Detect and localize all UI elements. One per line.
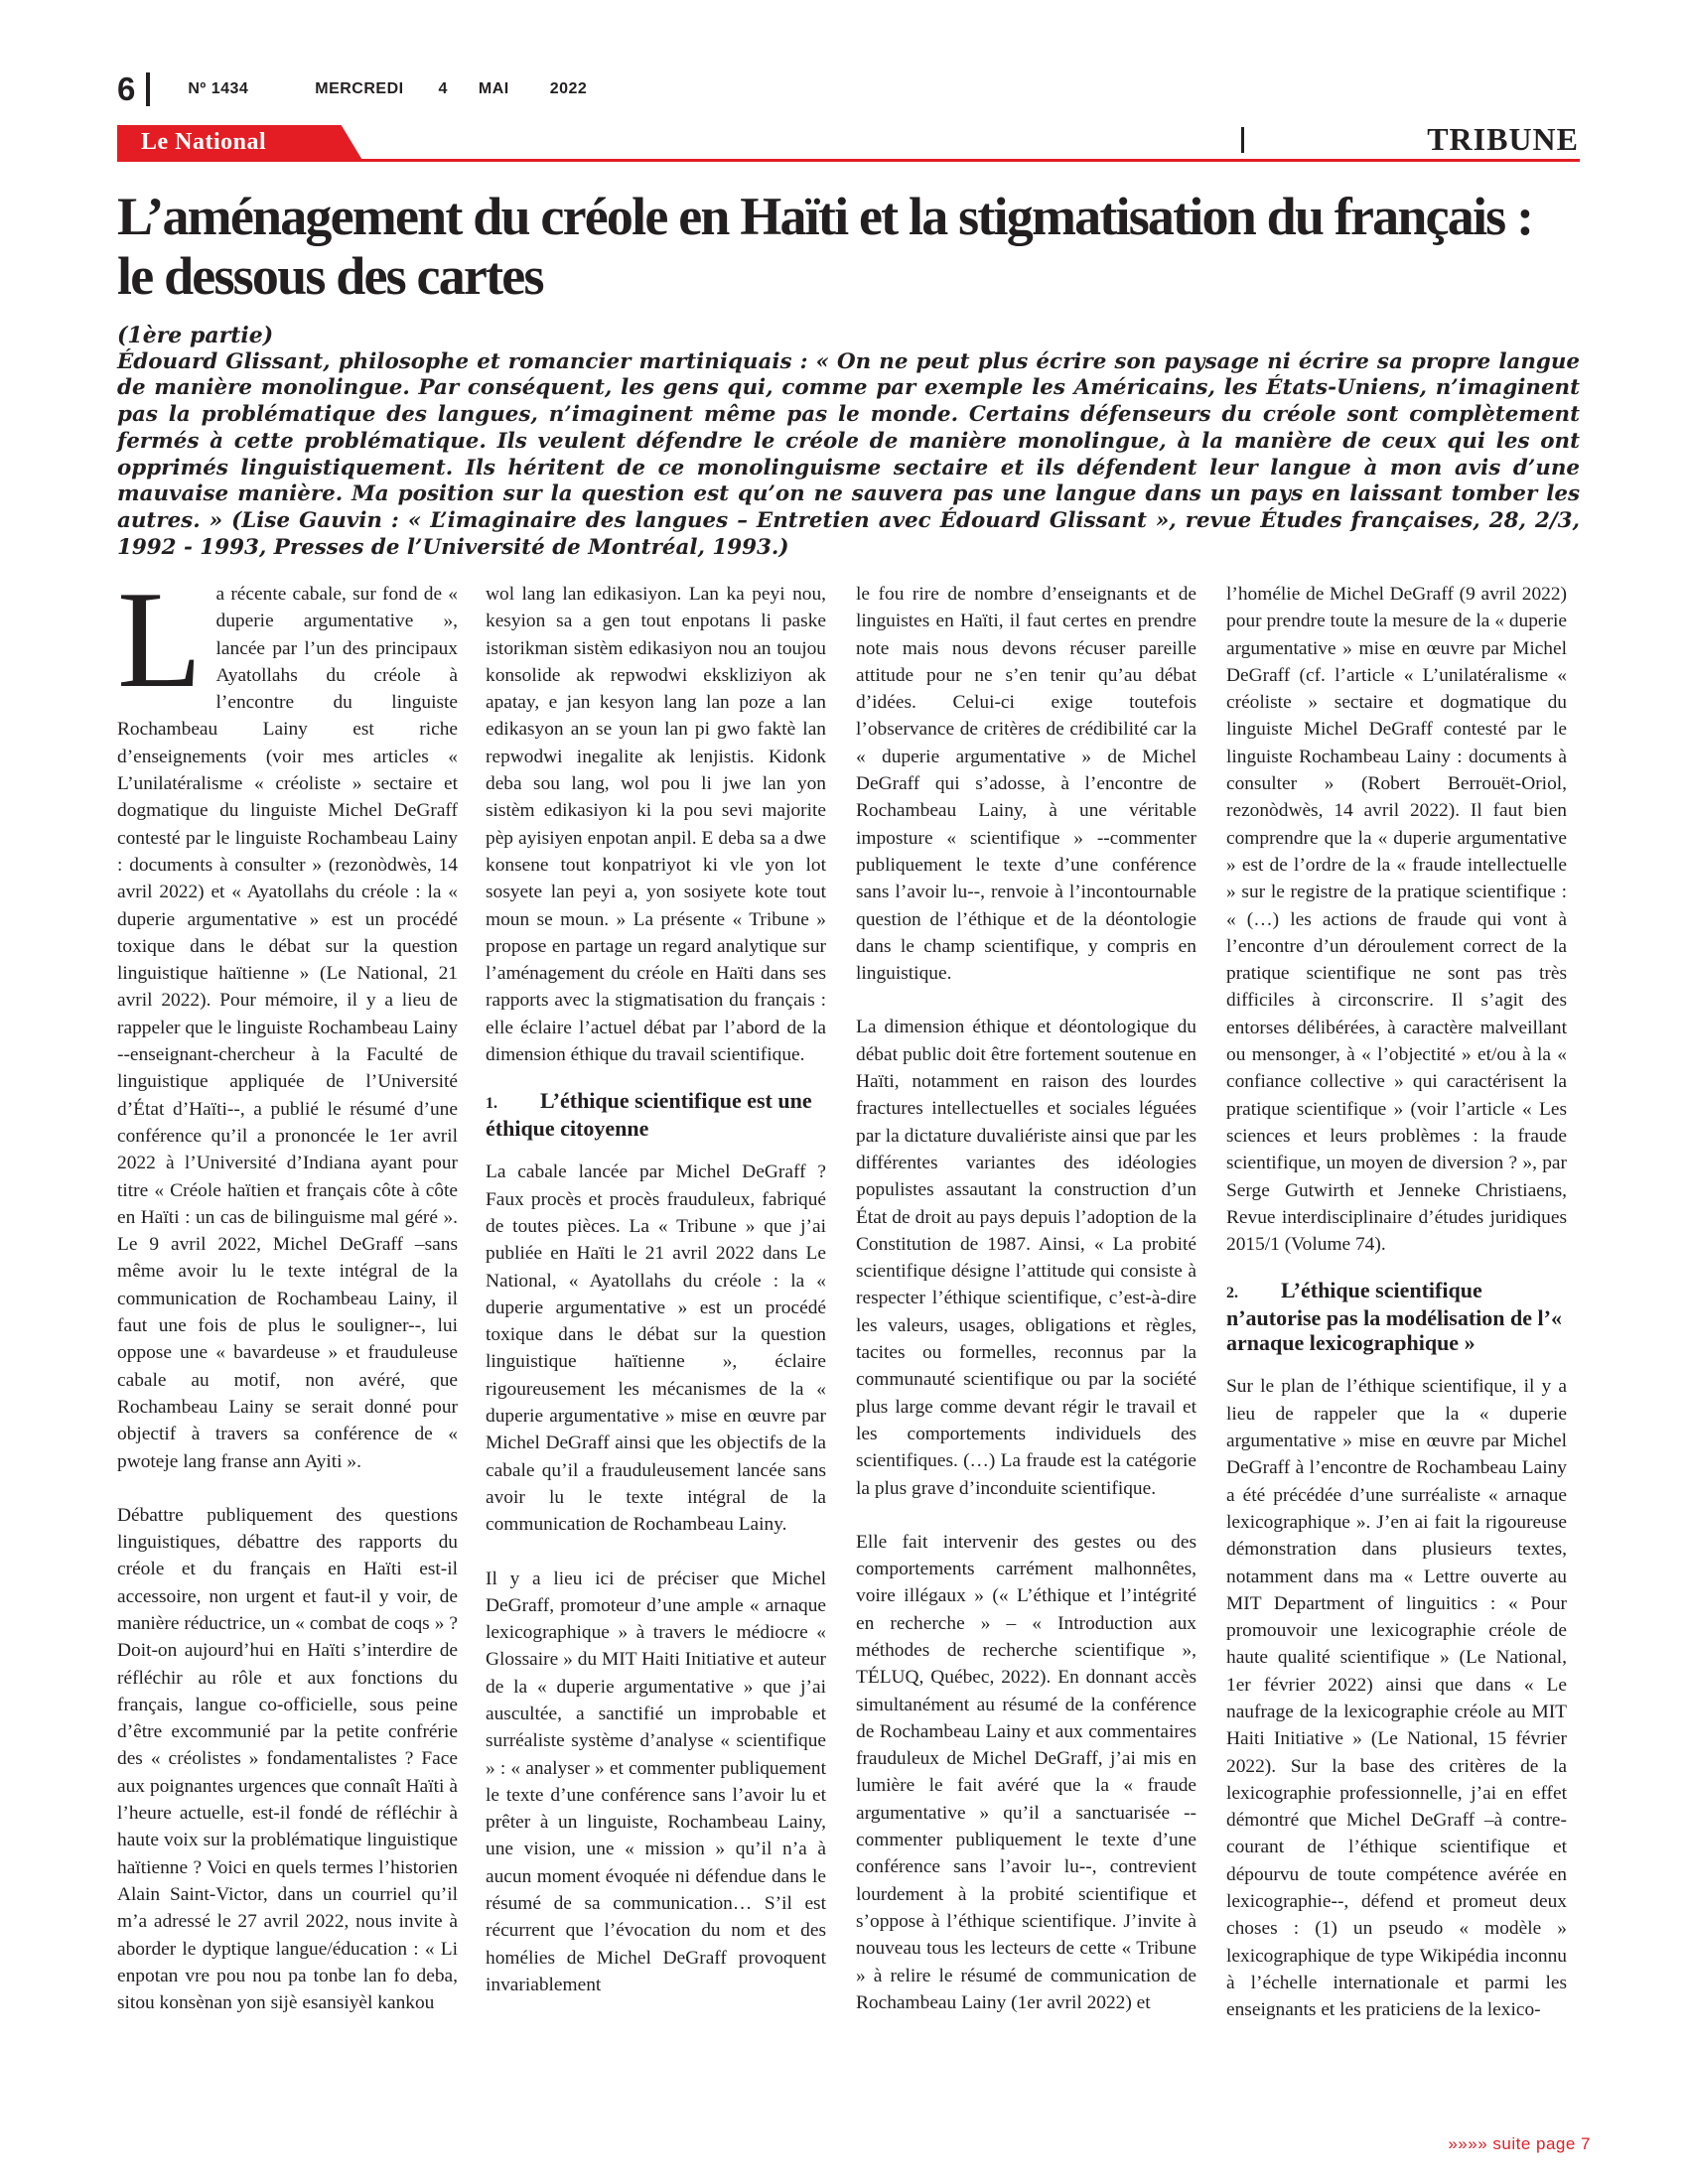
subheading-text: L’éthique scientifique n’autorise pas la modélisation de l’« arnaque lexicographique »: [1226, 1278, 1562, 1356]
column-2: [486, 581, 826, 1998]
issue-dateline: [188, 80, 587, 98]
subheading-number: 2.: [1226, 1285, 1238, 1302]
day-number: 4: [438, 80, 448, 97]
paragraph: Sur le plan de l’éthique scientifique, il y a lieu de rappeler que la « duperie argumentative » mise en œuvre par Michel DeGraff à l’encontre de Rochambeau Lainy a été précédée d’une surréaliste « arnaque lexicographique ». J’en ai fait la rigoureuse démonstration dans plusieurs textes, notamment dans ma « Lettre ouverte au MIT Department of linguitics : « Pour promouvoir une lexicographie créole de haute qualité scientifique » (Le National, 1er février 2022) ainsi que dans « Le naufrage de la lexicographie créole au MIT Haiti Initiative » (Le National, 15 février 2022). Sur la base des critères de la lexicographie professionnelle, j’ai en effet démontré que Michel DeGraff –à contre-courant de l’éthique scientifique et dépourvu de toute compétence avérée en lexicographie--, défend et promeut deux choses : (1) un pseudo « modèle » lexicographique de type Wikipédia inconnu à l’échelle internationale et parmi les enseignants et les praticiens de la lexico-: [1226, 1376, 1567, 2021]
paragraph: Il y a lieu ici de préciser que Michel DeGraff, promoteur d’une ample « arnaque lexicographique » à travers le médiocre « Glossaire » du MIT Haiti Initiative et auteur de la « duperie argumentative » que j’ai auscultée, a sanctifié un improbable et surréaliste système d’analyse « scientifique » : « analyser » et commenter publiquement le texte d’une conférence sans l’avoir lu et prêter à un linguiste, Rochambeau Lainy, une vision, une « mission » qu’il n’a à aucun moment évoquée ni défendue dans le résumé de sa communication… S’il est récurrent que l’évocation du nom et des homélies de Michel DeGraff provoquent invariablement: [486, 1568, 826, 1995]
column-3: [856, 581, 1196, 2016]
article-title: L’aménagement du créole en Haïti et la stigmatisation du français : le dessous des cartes: [117, 187, 1533, 306]
part-label: (1ère partie): [117, 323, 274, 348]
column-4: [1226, 581, 1567, 2024]
page-number: 6: [117, 70, 137, 107]
paragraph: wol lang lan edikasiyon. Lan ka peyi nou, kesyion sa a gen tout enpotans li paske istorikman sistèm edikasiyon nou an toujou konsolide ak repwodwi ekskliziyon ak apatay, e jan kesyon lang lan poze a lan edikasyon an se youn lan pi gwo faktè lan repwodwi inegalite ak lenjistis. Kidonk deba sou lang, wol pou li jwe lan yon sistèm edikasiyon ki la pou sevi majorite pèp ayisiyen enpotan anpil. E deba sa a dwe konsene tout konpatriyot ki vle yon lot sosyete lan peyi a, yon sosiyete kote tout moun se moun. » La présente « Tribune » propose en partage un regard analytique sur l’aménagement du créole en Haïti dans ses rapports avec la stigmatisation du français : elle éclaire l’actuel débat par l’abord de la dimension éthique du travail scientifique.: [486, 584, 826, 1066]
paragraph: Elle fait intervenir des gestes ou des comportements carrément malhonnêtes, voire illégaux » (« L’éthique et l’intégrité en recherche » – « Introduction aux méthodes de recherche scientifique », TÉLUQ, Québec, 2022). En donnant accès simultanément au résumé de la conférence de Rochambeau Lainy et aux commentaires frauduleux de Michel DeGraff, j’ai mis en lumière le fait avéré que la « fraude argumentative » qu’il a sanctuarisée --commenter publiquement le texte d’une conférence sans l’avoir lu--, contrevient lourdement à la probité scientifique et s’oppose à l’éthique scientifique. J’invite à nouveau tous les lecteurs de cette « Tribune » à relire le résumé de communication de Rochambeau Lainy (1er avril 2022) et: [856, 1531, 1196, 2013]
column-1: [117, 563, 458, 2016]
issue-number: Nº 1434: [188, 80, 249, 97]
month: MAI: [478, 80, 509, 97]
epigraph: Édouard Glissant, philosophe et romancier martiniquais : « On ne peut plus écrire son paysage ni écrire sa propre langue de manière monolingue. Par conséquent, les gens qui, comme par exemple les Américains, les États-Uniens, n’imaginent pas la problématique des langues, n’imaginent même pas le monde. Certains défenseurs du créole sont complètement fermés à cette problématique. Ils veulent défendre le créole de manière monolingue, à la manière de ceux qui les ont opprimés linguistiquement. Ils héritent de ce monolinguisme sectaire et ils défendent leur langue à mon avis d’une mauvaise manière. Ma position sur la question est qu’on ne sauvera pas une langue dans un pays en laissant tomber les autres. » (Lise Gauvin : « L’imaginaire des langues – Entretien avec Édouard Glissant », revue Études françaises, 28, 2/3, 1992 - 1993, Presses de l’Université de Montréal, 1993.): [117, 348, 1580, 560]
continued-on-page-link[interactable]: »»»» suite page 7: [1448, 2134, 1591, 2153]
newspaper-brand: Le National: [141, 129, 267, 155]
subheading-text: L’éthique scientifique est une éthique citoyenne: [486, 1088, 812, 1142]
section-divider: [1241, 127, 1244, 153]
paragraph: La dimension éthique et déontologique du débat public doit être fortement soutenue en Haïti, notamment en raison des lourdes fractures intellectuelles et sociales léguées par la dictature duvaliériste ainsi que par les différentes variantes des idéologies populistes assautant la construction d’un État de droit au pays depuis l’adoption de la Constitution de 1987. Ainsi, « La probité scientifique désigne l’attitude qui consiste à respecter l’éthique scientifique, c’est-à-dire les valeurs, usages, obligations et règles, tacites ou formelles, reconnus par la communauté scientifique ou par la société plus large comme devant régir le travail et les comportements individuels des scientifiques. (…) La fraude est la catégorie la plus grave d’inconduite scientifique.: [856, 1017, 1196, 1499]
section-label: TRIBUNE: [1427, 121, 1579, 157]
year: 2022: [549, 80, 588, 97]
article-intro: [117, 323, 1580, 561]
page-header: [117, 69, 587, 109]
header-rule: [117, 159, 1580, 162]
paragraph: La cabale lancée par Michel DeGraff ? Faux procès et procès frauduleux, fabriqué de toutes pièces. La « Tribune » que j’ai publiée en Haïti le 21 avril 2022 dans Le National, « Ayatollahs du créole : la « duperie argumentative » est un procédé toxique dans le débat sur la question linguistique haïtienne », éclaire rigoureusement les mécanismes de la « duperie argumentative » mise en œuvre par Michel DeGraff ainsi que les objectifs de la cabale qu’il a frauduleusement lancée sans avoir lu le texte intégral de la communication de Rochambeau Lainy.: [486, 1161, 826, 1536]
paragraph-text: a récente cabale, sur fond de « duperie argumentative », lancée par l’un des principaux Ayatollahs du créole à l’encontre du linguiste Rochambeau Lainy est riche d’enseignements (voir mes articles « L’unilatéralisme « créoliste » sectaire et dogmatique du linguiste Michel DeGraff contesté par le linguiste Rochambeau Lainy : documents à consulter » (rezonòdwès, 14 avril 2022) et « Ayatollahs du créole : la « duperie argumentative » est un procédé toxique dans le débat sur la question linguistique haïtienne » (Le National, 21 avril 2022). Pour mémoire, il y a lieu de rappeler que le linguiste Rochambeau Lainy --enseignant-chercheur à la Faculté de linguistique appliquée de l’Université d’État d’Haïti--, a publié le résumé d’une conférence qu’il a prononcée le 1er avril 2022 à l’Université d’Indiana ayant pour titre « Créole haïtien et français côte à côte en Haïti : un cas de bilinguisme mal géré ». Le 9 avril 2022, Michel DeGraff –sans même avoir lu le texte intégral de la communication de Rochambeau Lainy, il faut une fois de plus le souligner--, lui oppose une « bavardeuse » et frauduleuse cabale au motif, non avéré, que Rochambeau Lainy se serait donné pour objectif à travers sa conférence de « pwoteje lang franse ann Ayiti ».: [117, 584, 458, 1472]
subheading: [486, 1088, 826, 1141]
weekday: MERCREDI: [315, 80, 404, 97]
paragraph: Débattre publiquement des questions linguistiques, débattre des rapports du créole et du français en Haïti est-il accessoire, non urgent et faut-il y voir, de manière réductrice, un « combat de coqs » ? Doit-on aujourd’hui en Haïti s’interdire de réfléchir au rôle et aux fonctions du français, langue co-officielle, sous peine d’être excommunié par la petite confrérie des « créolistes » fondamentalistes ? Face aux poignantes urgences que connaît Haïti à l’heure actuelle, est-il fondé de réfléchir à haute voix sur la problématique linguistique haïtienne ? Voici en quels termes l’historien Alain Saint-Victor, dans un courriel qu’il m’a adressé le 27 avril 2022, nous invite à aborder le dyptique langue/éducation : « Li enpotan vre pou nou pa tonbe lan fo deba, sitou konsènan yon sijè esansiyèl kankou: [117, 1504, 458, 2014]
paragraph: l’homélie de Michel DeGraff (9 avril 2022) pour prendre toute la mesure de la « duperie argumentative » mise en œuvre par Michel DeGraff (cf. l’article « L’unilatéralisme « créoliste » sectaire et dogmatique du linguiste Michel DeGraff contesté par le linguiste Rochambeau Lainy : documents à consulter » (Robert Berrouët-Oriol, rezonòdwès, 14 avril 2022). Il faut bien comprendre que la « duperie argumentative » est de l’ordre de la « fraude intellectuelle » sur le registre de la pratique scientifique : « (…) les actions de fraude qui vont à l’encontre d’un déroulement correct de la pratique scientifique ne sont pas très difficiles à circonscrire. Il s’agit des entorses délibérées, à caractère malveillant ou mensonger, à « l’objectité » et/ou à la « confiance collective » qui caractérisent la pratique scientifique » (voir l’article « Les sciences et leurs problèmes : la fraude scientifique, un moyen de diversion ? », par Serge Gutwirth et Jenneke Christiaens, Revue interdisciplinaire d’études juridiques 2015/1 (Volume 74).: [1226, 584, 1567, 1256]
subheading: [1226, 1278, 1567, 1355]
page-number-divider: [146, 72, 150, 106]
dropcap: L: [117, 563, 203, 717]
paragraph: le fou rire de nombre d’enseignants et de linguistes en Haïti, il faut certes en prendre note mais nous devons récuser pareille attitude pour ne s’en tenir qu’au débat d’idées. Celui-ci exige toutefois l’observance de critères de crédibilité car la « duperie argumentative » de Michel DeGraff qui s’adosse, à l’encontre de Rochambeau Lainy, à une véritable imposture « scientifique » --commenter publiquement le texte d’une conférence sans l’avoir lu--, renvoie à l’incontournable question de l’éthique et de la déontologie dans le champ scientifique, y compris en linguistique.: [856, 584, 1196, 985]
paragraph: [117, 563, 458, 1475]
subheading-number: 1.: [486, 1095, 497, 1113]
